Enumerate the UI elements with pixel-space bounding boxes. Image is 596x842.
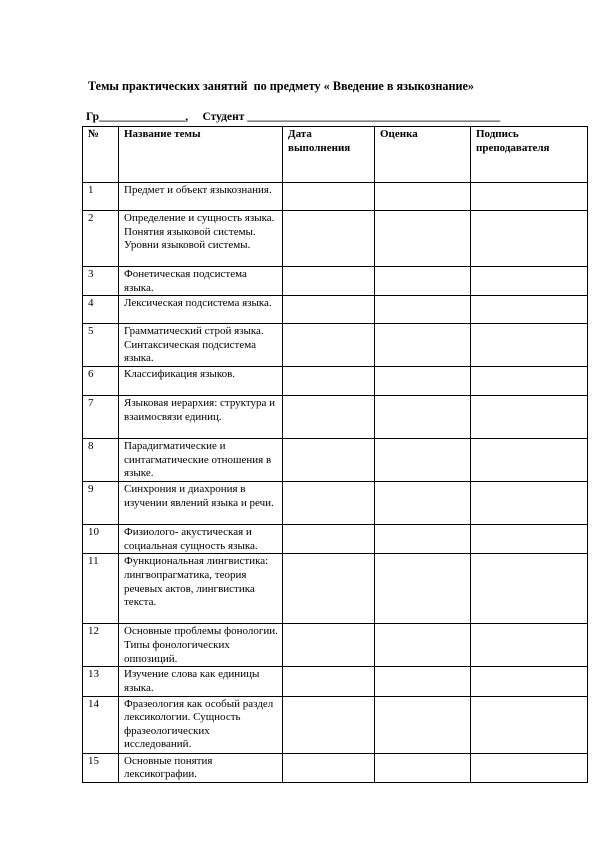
row-date-cell[interactable] bbox=[283, 554, 375, 624]
table-row bbox=[83, 624, 588, 667]
row-topic: Языковая иерархия: структура и взаимосвязи единиц. bbox=[119, 396, 283, 439]
row-date-cell[interactable] bbox=[283, 211, 375, 267]
row-date-cell[interactable] bbox=[283, 396, 375, 439]
table-row bbox=[83, 267, 588, 296]
document-title: Темы практических занятий по предмету « Введение в языкознание» bbox=[88, 79, 474, 93]
header-number: № bbox=[83, 127, 119, 183]
row-number: 7 bbox=[83, 396, 119, 439]
table-row bbox=[83, 554, 588, 624]
row-grade-cell[interactable] bbox=[375, 667, 471, 696]
row-topic: Основные проблемы фонологии. Типы фонологических оппозиций. bbox=[119, 624, 283, 667]
row-signature-cell[interactable] bbox=[471, 439, 588, 482]
row-number: 3 bbox=[83, 267, 119, 296]
row-signature-cell[interactable] bbox=[471, 324, 588, 367]
row-grade-cell[interactable] bbox=[375, 267, 471, 296]
row-grade-cell[interactable] bbox=[375, 296, 471, 324]
row-grade-cell[interactable] bbox=[375, 554, 471, 624]
header-topic: Название темы bbox=[119, 127, 283, 183]
row-grade-cell[interactable] bbox=[375, 439, 471, 482]
row-topic: Грамматический строй языка. Синтаксическая подсистема языка. bbox=[119, 324, 283, 367]
header-date: Дата выполнения bbox=[283, 127, 375, 183]
table-row bbox=[83, 296, 588, 324]
row-signature-cell[interactable] bbox=[471, 396, 588, 439]
table-row bbox=[83, 211, 588, 267]
group-student-line: Гр_______________, Студент ____________________________________________ bbox=[86, 111, 501, 123]
row-date-cell[interactable] bbox=[283, 183, 375, 211]
row-date-cell[interactable] bbox=[283, 753, 375, 782]
row-date-cell[interactable] bbox=[283, 624, 375, 667]
row-topic: Лексическая подсистема языка. bbox=[119, 296, 283, 324]
row-date-cell[interactable] bbox=[283, 482, 375, 525]
table-header-row bbox=[83, 127, 588, 183]
row-topic: Синхрония и диахрония в изучении явлений языка и речи. bbox=[119, 482, 283, 525]
row-signature-cell[interactable] bbox=[471, 696, 588, 753]
table-row bbox=[83, 482, 588, 525]
table-row bbox=[83, 324, 588, 367]
topics-table bbox=[82, 126, 588, 783]
row-number: 8 bbox=[83, 439, 119, 482]
row-grade-cell[interactable] bbox=[375, 624, 471, 667]
row-topic: Определение и сущность языка. Понятия языковой системы. Уровни языковой системы. bbox=[119, 211, 283, 267]
row-topic: Парадигматические и синтагматические отношения в языке. bbox=[119, 439, 283, 482]
row-number: 5 bbox=[83, 324, 119, 367]
row-grade-cell[interactable] bbox=[375, 211, 471, 267]
row-number: 12 bbox=[83, 624, 119, 667]
table-row bbox=[83, 696, 588, 753]
row-signature-cell[interactable] bbox=[471, 624, 588, 667]
row-number: 11 bbox=[83, 554, 119, 624]
row-date-cell[interactable] bbox=[283, 296, 375, 324]
row-signature-cell[interactable] bbox=[471, 367, 588, 396]
row-signature-cell[interactable] bbox=[471, 554, 588, 624]
row-date-cell[interactable] bbox=[283, 439, 375, 482]
row-topic: Изучение слова как единицы языка. bbox=[119, 667, 283, 696]
row-grade-cell[interactable] bbox=[375, 324, 471, 367]
row-topic: Фразеология как особый раздел лексикологии. Сущность фразеологических исследований. bbox=[119, 696, 283, 753]
row-date-cell[interactable] bbox=[283, 267, 375, 296]
row-signature-cell[interactable] bbox=[471, 183, 588, 211]
row-signature-cell[interactable] bbox=[471, 267, 588, 296]
row-topic: Функциональная лингвистика: лингвопрагматика, теория речевых актов, лингвистика текста. bbox=[119, 554, 283, 624]
row-number: 6 bbox=[83, 367, 119, 396]
table-row bbox=[83, 367, 588, 396]
row-signature-cell[interactable] bbox=[471, 296, 588, 324]
row-grade-cell[interactable] bbox=[375, 396, 471, 439]
row-number: 9 bbox=[83, 482, 119, 525]
table-row bbox=[83, 439, 588, 482]
row-topic: Фонетическая подсистема языка. bbox=[119, 267, 283, 296]
table-row bbox=[83, 753, 588, 782]
header-grade: Оценка bbox=[375, 127, 471, 183]
row-date-cell[interactable] bbox=[283, 525, 375, 554]
row-grade-cell[interactable] bbox=[375, 367, 471, 396]
row-signature-cell[interactable] bbox=[471, 525, 588, 554]
row-signature-cell[interactable] bbox=[471, 753, 588, 782]
table-row bbox=[83, 525, 588, 554]
row-date-cell[interactable] bbox=[283, 696, 375, 753]
row-signature-cell[interactable] bbox=[471, 482, 588, 525]
row-date-cell[interactable] bbox=[283, 667, 375, 696]
table-row bbox=[83, 183, 588, 211]
row-topic: Классификация языков. bbox=[119, 367, 283, 396]
row-topic: Предмет и объект языкознания. bbox=[119, 183, 283, 211]
row-signature-cell[interactable] bbox=[471, 667, 588, 696]
row-date-cell[interactable] bbox=[283, 367, 375, 396]
row-number: 14 bbox=[83, 696, 119, 753]
row-grade-cell[interactable] bbox=[375, 696, 471, 753]
row-number: 13 bbox=[83, 667, 119, 696]
row-topic: Физиолого- акустическая и социальная сущность языка. bbox=[119, 525, 283, 554]
row-signature-cell[interactable] bbox=[471, 211, 588, 267]
row-number: 15 bbox=[83, 753, 119, 782]
table-row bbox=[83, 396, 588, 439]
row-number: 2 bbox=[83, 211, 119, 267]
row-number: 1 bbox=[83, 183, 119, 211]
row-number: 4 bbox=[83, 296, 119, 324]
row-date-cell[interactable] bbox=[283, 324, 375, 367]
row-grade-cell[interactable] bbox=[375, 183, 471, 211]
row-grade-cell[interactable] bbox=[375, 525, 471, 554]
header-teacher-signature: Подпись преподавателя bbox=[471, 127, 588, 183]
row-grade-cell[interactable] bbox=[375, 482, 471, 525]
row-number: 10 bbox=[83, 525, 119, 554]
row-grade-cell[interactable] bbox=[375, 753, 471, 782]
table-row bbox=[83, 667, 588, 696]
row-topic: Основные понятия лексикографии. bbox=[119, 753, 283, 782]
